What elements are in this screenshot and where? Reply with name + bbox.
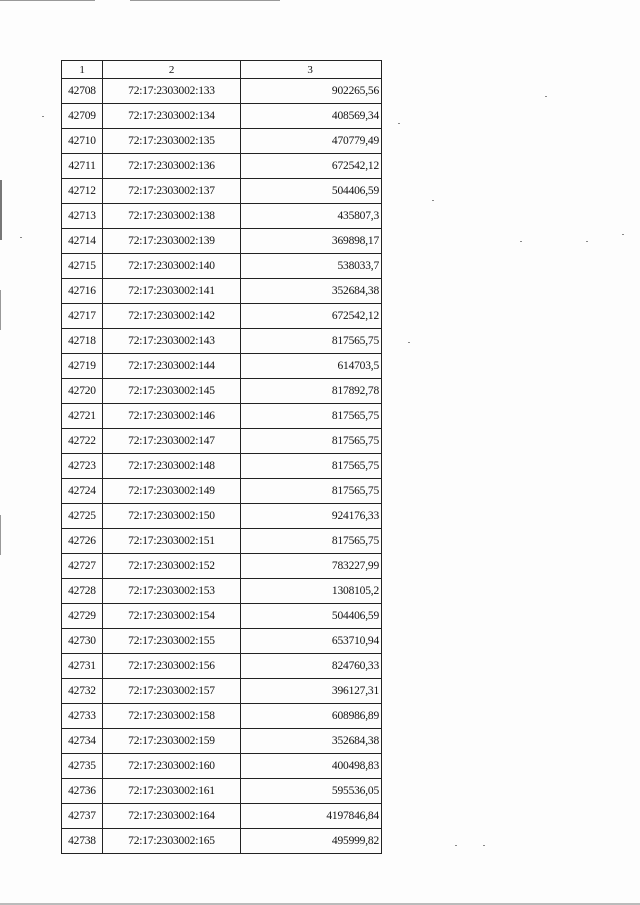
- cadastral-number-cell: 72:17:2303002:136: [103, 154, 241, 179]
- row-number-cell: 42728: [62, 579, 103, 604]
- table-row: [62, 604, 382, 629]
- row-number-cell: 42713: [62, 204, 103, 229]
- scan-speck: [398, 123, 400, 124]
- table-row: [62, 779, 382, 804]
- cadastral-number-cell: 72:17:2303002:147: [103, 429, 241, 454]
- table-row: [62, 729, 382, 754]
- table-row: [62, 104, 382, 129]
- row-number-cell: 42732: [62, 679, 103, 704]
- table-row: [62, 154, 382, 179]
- table-row: [62, 204, 382, 229]
- row-number-cell: 42721: [62, 404, 103, 429]
- cadastral-number-cell: 72:17:2303002:133: [103, 79, 241, 104]
- cadastral-value-cell: 396127,31: [241, 679, 382, 704]
- table-row: [62, 504, 382, 529]
- cadastral-value-cell: 614703,5: [241, 354, 382, 379]
- row-number-cell: 42734: [62, 729, 103, 754]
- cadastral-number-cell: 72:17:2303002:155: [103, 629, 241, 654]
- scan-speck: [455, 845, 457, 846]
- table-row: [62, 629, 382, 654]
- cadastral-value-cell: 504406,59: [241, 179, 382, 204]
- column-header: 3: [241, 61, 382, 79]
- row-number-cell: 42720: [62, 379, 103, 404]
- row-number-cell: 42736: [62, 779, 103, 804]
- cadastral-value-cell: 924176,33: [241, 504, 382, 529]
- cadastral-number-cell: 72:17:2303002:154: [103, 604, 241, 629]
- cadastral-value-cell: 902265,56: [241, 79, 382, 104]
- scan-speck: [432, 200, 434, 201]
- row-number-cell: 42711: [62, 154, 103, 179]
- table-row: [62, 354, 382, 379]
- table-row: [62, 79, 382, 104]
- cadastral-number-cell: 72:17:2303002:143: [103, 329, 241, 354]
- row-number-cell: 42727: [62, 554, 103, 579]
- cadastral-number-cell: 72:17:2303002:144: [103, 354, 241, 379]
- scan-speck: [622, 234, 624, 235]
- cadastral-value-cell: 672542,12: [241, 304, 382, 329]
- cadastral-value-cell: 352684,38: [241, 729, 382, 754]
- cadastral-value-cell: 369898,17: [241, 229, 382, 254]
- row-number-cell: 42719: [62, 354, 103, 379]
- cadastral-value-cell: 504406,59: [241, 604, 382, 629]
- cadastral-value-cell: 783227,99: [241, 554, 382, 579]
- cadastral-number-cell: 72:17:2303002:164: [103, 804, 241, 829]
- table-row: [62, 679, 382, 704]
- table-row: [62, 579, 382, 604]
- cadastral-value-table: [61, 60, 382, 854]
- table-row: [62, 754, 382, 779]
- table-row: [62, 129, 382, 154]
- row-number-cell: 42735: [62, 754, 103, 779]
- cadastral-value-cell: 672542,12: [241, 154, 382, 179]
- cadastral-value-cell: 595536,05: [241, 779, 382, 804]
- row-number-cell: 42726: [62, 529, 103, 554]
- cadastral-number-cell: 72:17:2303002:145: [103, 379, 241, 404]
- row-number-cell: 42738: [62, 829, 103, 854]
- row-number-cell: 42718: [62, 329, 103, 354]
- row-number-cell: 42722: [62, 429, 103, 454]
- cadastral-number-cell: 72:17:2303002:135: [103, 129, 241, 154]
- table-row: [62, 404, 382, 429]
- cadastral-value-cell: 352684,38: [241, 279, 382, 304]
- cadastral-number-cell: 72:17:2303002:148: [103, 454, 241, 479]
- cadastral-value-cell: 408569,34: [241, 104, 382, 129]
- cadastral-number-cell: 72:17:2303002:138: [103, 204, 241, 229]
- table-row: [62, 379, 382, 404]
- row-number-cell: 42737: [62, 804, 103, 829]
- table-row: [62, 479, 382, 504]
- cadastral-number-cell: 72:17:2303002:153: [103, 579, 241, 604]
- table-body: [62, 79, 382, 854]
- table-row: [62, 704, 382, 729]
- row-number-cell: 42730: [62, 629, 103, 654]
- cadastral-value-cell: 470779,49: [241, 129, 382, 154]
- cadastral-number-cell: 72:17:2303002:149: [103, 479, 241, 504]
- scan-speck: [483, 845, 485, 846]
- table-header-row: [62, 61, 382, 79]
- cadastral-value-cell: 817565,75: [241, 454, 382, 479]
- cadastral-number-cell: 72:17:2303002:157: [103, 679, 241, 704]
- table-row: [62, 304, 382, 329]
- row-number-cell: 42725: [62, 504, 103, 529]
- cadastral-value-cell: 495999,82: [241, 829, 382, 854]
- cadastral-value-cell: 608986,89: [241, 704, 382, 729]
- table-row: [62, 229, 382, 254]
- scan-artifact-edge: [0, 515, 1, 555]
- column-header: 1: [62, 61, 103, 79]
- cadastral-value-cell: 817565,75: [241, 429, 382, 454]
- table-row: [62, 804, 382, 829]
- scan-speck: [42, 116, 44, 117]
- row-number-cell: 42731: [62, 654, 103, 679]
- column-header: 2: [103, 61, 241, 79]
- cadastral-number-cell: 72:17:2303002:140: [103, 254, 241, 279]
- cadastral-value-cell: 817565,75: [241, 529, 382, 554]
- cadastral-number-cell: 72:17:2303002:151: [103, 529, 241, 554]
- row-number-cell: 42710: [62, 129, 103, 154]
- cadastral-number-cell: 72:17:2303002:150: [103, 504, 241, 529]
- cadastral-value-cell: 817892,78: [241, 379, 382, 404]
- scan-speck: [520, 241, 522, 242]
- table-row: [62, 554, 382, 579]
- table-row: [62, 829, 382, 854]
- row-number-cell: 42723: [62, 454, 103, 479]
- cadastral-value-cell: 824760,33: [241, 654, 382, 679]
- table-row: [62, 454, 382, 479]
- scan-artifact-edge: [0, 290, 1, 330]
- cadastral-number-cell: 72:17:2303002:161: [103, 779, 241, 804]
- scan-speck: [586, 241, 588, 242]
- row-number-cell: 42709: [62, 104, 103, 129]
- table-row: [62, 179, 382, 204]
- cadastral-value-cell: 1308105,2: [241, 579, 382, 604]
- cadastral-number-cell: 72:17:2303002:142: [103, 304, 241, 329]
- cadastral-value-cell: 400498,83: [241, 754, 382, 779]
- cadastral-number-cell: 72:17:2303002:158: [103, 704, 241, 729]
- scan-artifact-edge: [0, 180, 2, 240]
- cadastral-number-cell: 72:17:2303002:146: [103, 404, 241, 429]
- table-row: [62, 529, 382, 554]
- cadastral-value-cell: 653710,94: [241, 629, 382, 654]
- cadastral-number-cell: 72:17:2303002:160: [103, 754, 241, 779]
- cadastral-number-cell: 72:17:2303002:156: [103, 654, 241, 679]
- row-number-cell: 42729: [62, 604, 103, 629]
- cadastral-value-cell: 538033,7: [241, 254, 382, 279]
- scan-speck: [20, 237, 22, 238]
- row-number-cell: 42716: [62, 279, 103, 304]
- cadastral-value-cell: 435807,3: [241, 204, 382, 229]
- row-number-cell: 42712: [62, 179, 103, 204]
- scan-speck: [545, 96, 547, 97]
- cadastral-number-cell: 72:17:2303002:141: [103, 279, 241, 304]
- cadastral-number-cell: 72:17:2303002:134: [103, 104, 241, 129]
- row-number-cell: 42717: [62, 304, 103, 329]
- row-number-cell: 42733: [62, 704, 103, 729]
- cadastral-value-cell: 817565,75: [241, 329, 382, 354]
- cadastral-number-cell: 72:17:2303002:137: [103, 179, 241, 204]
- scan-artifact-line: [0, 0, 95, 1]
- row-number-cell: 42714: [62, 229, 103, 254]
- table-row: [62, 254, 382, 279]
- cadastral-value-cell: 817565,75: [241, 404, 382, 429]
- table-row: [62, 654, 382, 679]
- cadastral-value-cell: 4197846,84: [241, 804, 382, 829]
- scan-artifact-line: [130, 0, 280, 1]
- cadastral-number-cell: 72:17:2303002:165: [103, 829, 241, 854]
- table-row: [62, 429, 382, 454]
- cadastral-number-cell: 72:17:2303002:139: [103, 229, 241, 254]
- row-number-cell: 42715: [62, 254, 103, 279]
- table-row: [62, 279, 382, 304]
- table-row: [62, 329, 382, 354]
- scan-speck: [408, 342, 410, 343]
- cadastral-number-cell: 72:17:2303002:159: [103, 729, 241, 754]
- row-number-cell: 42708: [62, 79, 103, 104]
- cadastral-value-cell: 817565,75: [241, 479, 382, 504]
- row-number-cell: 42724: [62, 479, 103, 504]
- cadastral-number-cell: 72:17:2303002:152: [103, 554, 241, 579]
